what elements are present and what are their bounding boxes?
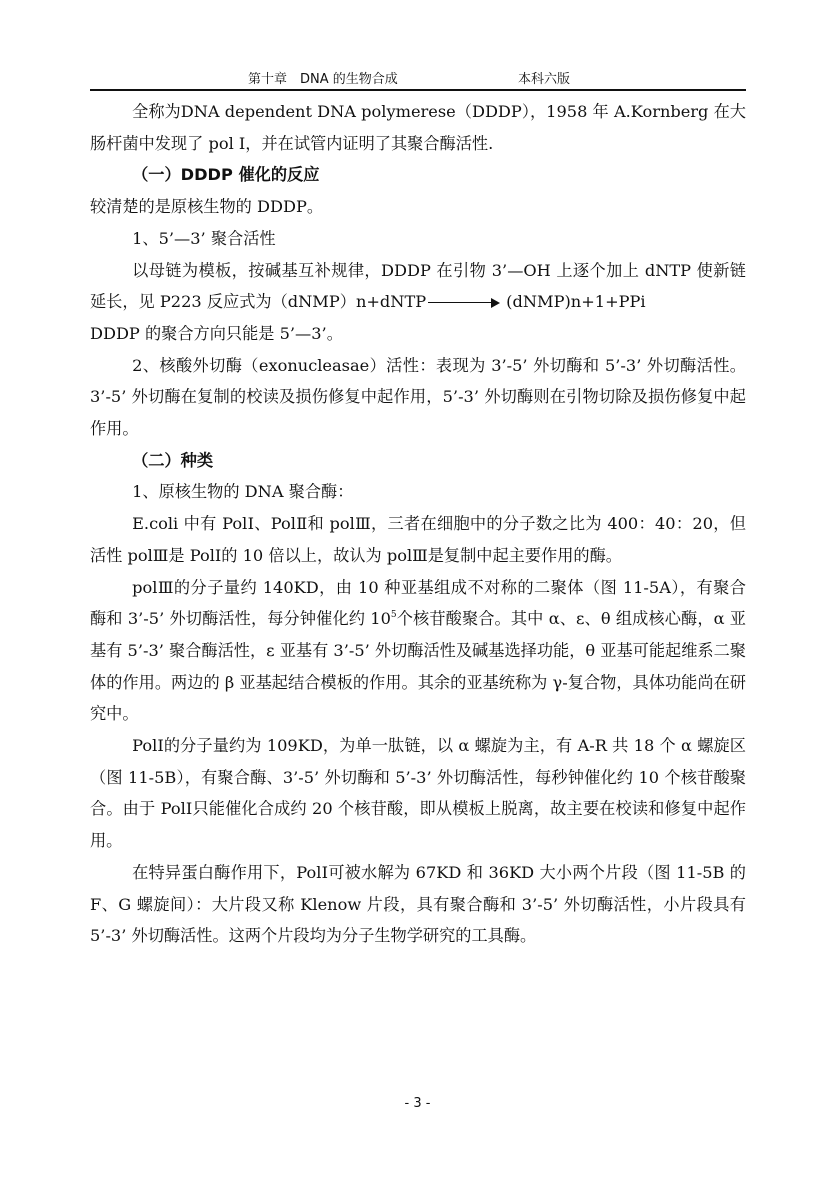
section-heading-types: （二）种类 [132,450,214,470]
paragraph-pol3 [90,572,746,731]
paragraph-direction: DDDP 的聚合方向只能是 5’—3’。 [90,323,343,343]
pol3-text-a: polⅢ的分子量约 140KD，由 10 种亚基组成不对称的二聚体（图 11-5A），有聚合酶和 3’-5’ 外切酶活性，每分钟催化约 10 [90,577,746,629]
reaction-product: (dNMP)n+1+PPi [506,292,646,312]
paragraph-reaction-equation [90,255,746,318]
subheading-prokaryote-polymerases: 1、原核生物的 DNA 聚合酶： [132,482,354,502]
header-rule [90,89,746,91]
section-heading-reaction: （一）DDDP 催化的反应 [132,165,320,185]
paragraph-ecoli-pols: E.coli 中有 PolⅠ、PolⅡ和 polⅢ，三者在细胞中的分子数之比为 400：40：20，但活性 polⅢ是 PolⅠ的 10 倍以上，故认为 polⅢ是复制中起主要作用的酶。 [90,514,746,565]
page-number: - 3 - [404,1096,431,1111]
pol3-exponent: 5 [390,610,397,621]
paragraph-klenow: 在特异蛋白酶作用下，PolⅠ可被水解为 67KD 和 36KD 大小两个片段（图 11-5B 的 F、G 螺旋间）：大片段又称 Klenow 片段，具有聚合酶和 3’-5’ 外切酶活性，小片段具有 5’-3’ 外切酶活性。这两个片段均为分子生物学研究的工具酶。 [90,862,746,946]
subheading-polymerase-activity: 1、5’—3’ 聚合活性 [132,228,276,248]
reaction-arrow-icon [428,298,500,308]
intro-paragraph: 全称为DNA dependent DNA polymerese（DDDP），1958 年 A.Kornberg 在大肠杆菌中发现了 pol Ⅰ，并在试管内证明了其聚合酶活性. [90,102,746,153]
page-header [90,68,746,90]
paragraph-prokaryote-dddp: 较清楚的是原核生物的 DDDP。 [90,197,324,217]
header-edition: 本科六版 [518,72,571,87]
reaction-text: 以母链为模板，按碱基互补规律，DDDP 在引物 3’—OH 上逐个加上 dNTP 使新链延长，见 P223 反应式为（dNMP）n+dNTP [90,260,746,312]
document-body [90,96,746,952]
paragraph-exonuclease: 2、核酸外切酶（exonucleasae）活性：表现为 3’-5’ 外切酶和 5’-3’ 外切酶活性。3’-5’ 外切酶在复制的校读及损伤修复中起作用，5’-3’ 外切酶则在引物切除及损伤修复中起作用。 [90,355,746,439]
paragraph-pol1: PolⅠ的分子量约为 109KD，为单一肽链，以 α 螺旋为主，有 A-R 共 18 个 α 螺旋区（图 11-5B），有聚合酶、3’-5’ 外切酶和 5’-3’ 外切酶活性，每秒钟催化约 10 个核苷酸聚合。由于 PolⅠ只能催化合成约 20 个核苷酸，即从模板上脱离，故主要在校读和修复中起作用。 [90,736,746,851]
pol3-text-b: 个核苷酸聚合。其中 α、ε、θ 组成核心酶，α 亚基有 5’-3’ 聚合酶活性，ε 亚基有 3’-5’ 外切酶活性及碱基选择功能，θ 亚基可能起维系二聚体的作用。两边的 β 亚基起结合模板的作用。其余的亚基统称为 γ-复合物，具体功能尚在研究中。 [90,609,746,724]
header-chapter: 第十章 DNA 的生物合成 [248,72,398,87]
